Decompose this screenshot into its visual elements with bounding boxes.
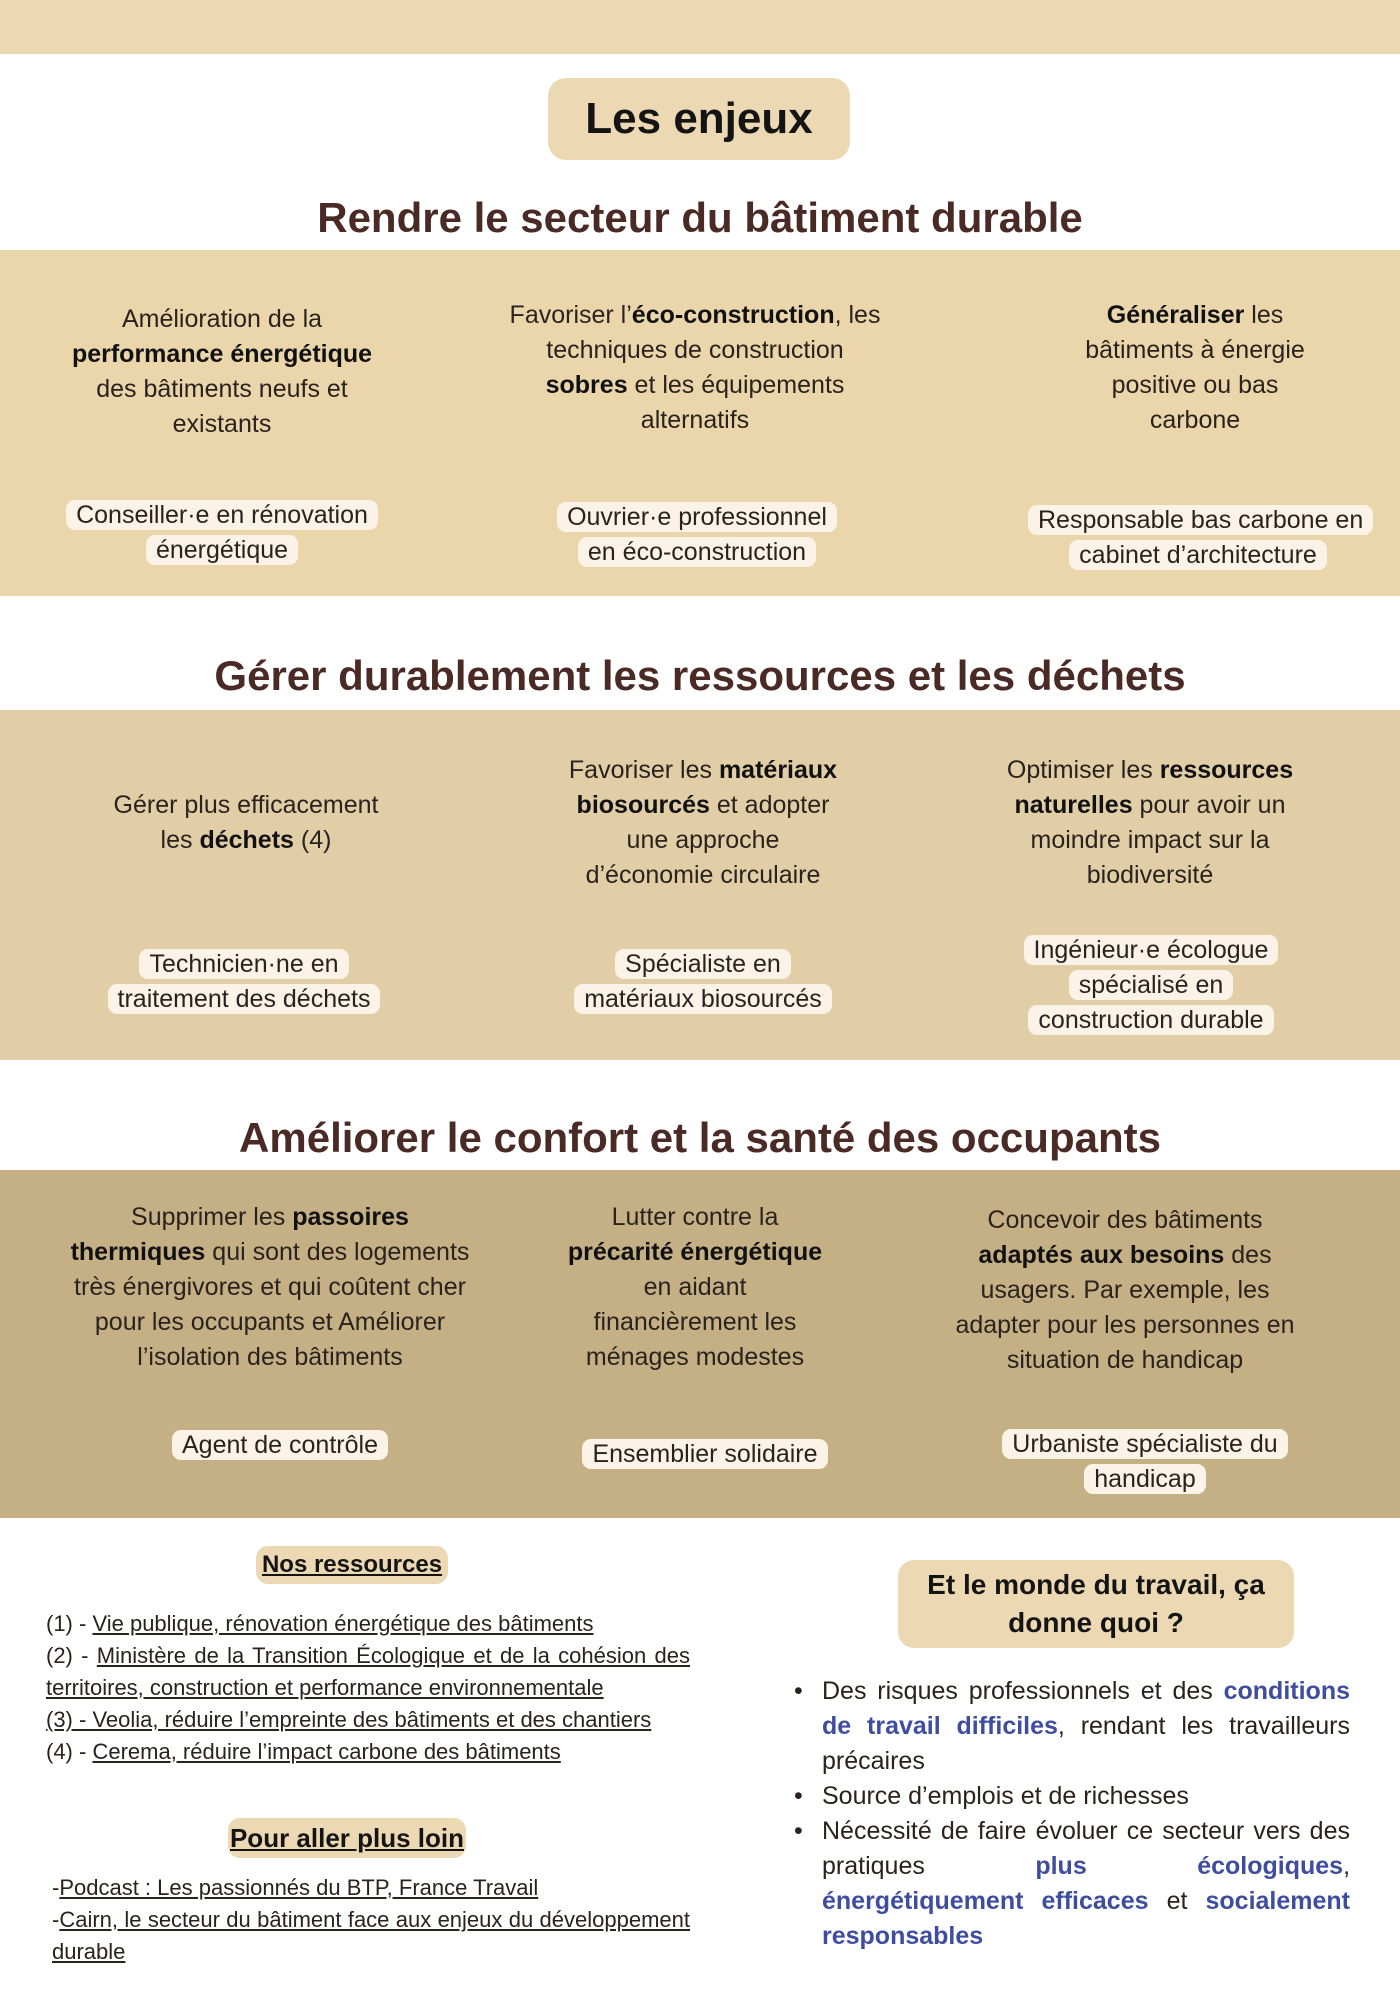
resources-list [46, 1608, 690, 1768]
resource-link[interactable]: (3) - Veolia, réduire l’empreinte des bâtiments et des chantiers [46, 1707, 652, 1732]
further-item: -Cairn, le secteur du bâtiment face aux enjeux du développement durable [52, 1907, 690, 1964]
resource-link[interactable]: Ministère de la Transition Écologique et de la cohésion des territoires, construction et performance environnementale [46, 1643, 690, 1700]
work-bullet: • Nécessité de faire évoluer ce secteur vers des pratiques plus écologiques, énergétiquement efficaces et socialement responsables [792, 1814, 1350, 1954]
resource-item: (1) - Vie publique, rénovation énergétique des bâtiments [46, 1611, 594, 1636]
resource-item: (4) - Cerema, réduire l’impact carbone des bâtiments [46, 1739, 561, 1764]
resource-item [46, 1704, 690, 1736]
further-link[interactable]: Cairn, le secteur du bâtiment face aux enjeux du développement durable [52, 1907, 690, 1964]
resource-item: (2) - Ministère de la Transition Écologique et de la cohésion des territoires, construction et performance environnementale [46, 1643, 690, 1700]
top-banner-strip [0, 0, 1400, 54]
resource-link[interactable]: Cerema, réduire l’impact carbone des bâtiments [92, 1739, 561, 1764]
issue-description: Favoriser les matériaux biosourcés et adopter une approche d’économie circulaire [568, 756, 838, 889]
section-heading-durable: Rendre le secteur du bâtiment durable [317, 194, 1083, 241]
work-bullet: • Source d’emplois et de richesses [792, 1779, 1350, 1814]
page-title: Les enjeux [548, 78, 850, 160]
work-heading: Et le monde du travail, ça donne quoi ? [898, 1560, 1294, 1648]
job-title-card: Ensemblier solidaire [565, 1437, 845, 1472]
further-list [52, 1872, 690, 1968]
job-title-card: Ouvrier·e professionnel en éco-construction [547, 500, 847, 570]
issue-description: Supprimer les passoires thermiques qui sont des logements très énergivores et qui coûtent cher pour les occupants et Améliorer l’isolation des bâtiments [70, 1203, 470, 1371]
issue-description: Gérer plus efficacement les déchets (4) [113, 791, 379, 854]
job-title-card: Agent de contrôle [130, 1428, 430, 1463]
resource-link[interactable]: Vie publique, rénovation énergétique des bâtiments [92, 1611, 594, 1636]
issue-description: Optimiser les ressources naturelles pour avoir un moindre impact sur la biodiversité [1006, 756, 1294, 889]
issue-description: Lutter contre la précarité énergétique en aidant financièrement les ménages modestes [567, 1203, 823, 1371]
job-title-card: Ingénieur·e écologue spécialisé en construction durable [1006, 933, 1296, 1038]
work-bullet-list [792, 1674, 1350, 1954]
job-title-card: Spécialiste en matériaux biosourcés [568, 947, 838, 1017]
further-heading: Pour aller plus loin [228, 1818, 466, 1858]
section-heading-ressources: Gérer durablement les ressources et les déchets [214, 652, 1186, 699]
further-item: -Podcast : Les passionnés du BTP, France Travail [52, 1875, 539, 1900]
resources-heading: Nos ressources [256, 1546, 448, 1584]
section-heading-confort: Améliorer le confort et la santé des occupants [239, 1114, 1161, 1161]
further-link[interactable]: Podcast : Les passionnés du BTP, France Travail [59, 1875, 539, 1900]
job-title-card: Responsable bas carbone en cabinet d’architecture [1028, 503, 1368, 573]
issue-description: Amélioration de la performance énergétique des bâtiments neufs et existants [71, 305, 373, 438]
issue-description: Favoriser l’éco-construction, les techniques de construction sobres et les équipements alternatifs [509, 301, 881, 434]
job-title-card: Conseiller·e en rénovation énergétique [62, 498, 382, 568]
work-bullet: • Des risques professionnels et des conditions de travail difficiles, rendant les travailleurs précaires [792, 1674, 1350, 1779]
issue-description: Généraliser les bâtiments à énergie positive ou bas carbone [1085, 301, 1305, 434]
issue-description: Concevoir des bâtiments adaptés aux besoins des usagers. Par exemple, les adapter pour les personnes en situation de handicap [955, 1206, 1295, 1374]
job-title-card: Technicien·ne en traitement des déchets [94, 947, 394, 1017]
job-title-card: Urbaniste spécialiste du handicap [990, 1427, 1300, 1497]
